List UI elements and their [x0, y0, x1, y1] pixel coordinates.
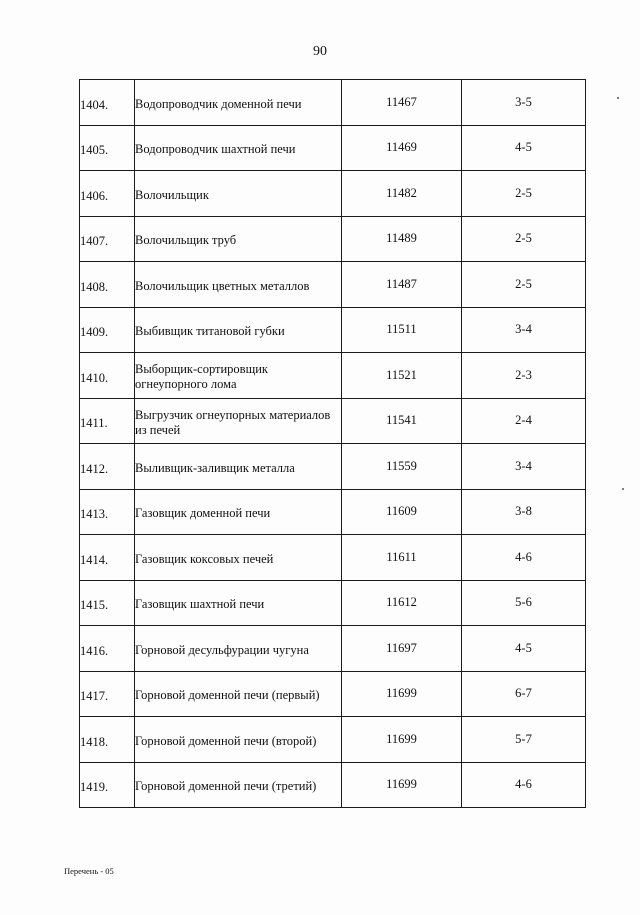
- profession-name-cell: [135, 171, 342, 217]
- table-row: [80, 80, 586, 126]
- row-number: 1416.: [80, 643, 109, 658]
- table-row: [80, 171, 586, 217]
- row-number-cell: [80, 671, 135, 717]
- profession-name-cell: [135, 125, 342, 171]
- row-number-cell: [80, 307, 135, 353]
- grade-range: 3-4: [515, 458, 532, 473]
- profession-name: Газовщик шахтной печи: [135, 597, 265, 612]
- row-number-cell: [80, 535, 135, 581]
- row-number: 1404.: [80, 97, 109, 112]
- profession-name: Горновой десульфурации чугуна: [135, 642, 309, 657]
- table-row: [80, 535, 586, 581]
- profession-code: 11699: [386, 731, 417, 746]
- profession-code: 11541: [386, 413, 417, 428]
- profession-code-cell: [342, 398, 462, 444]
- profession-name: Горновой доменной печи (третий): [135, 779, 317, 794]
- grade-range-cell: [462, 80, 586, 126]
- row-number: 1415.: [80, 598, 109, 613]
- profession-name-cell: [135, 671, 342, 717]
- profession-name-cell: [135, 444, 342, 490]
- profession-name: Горновой доменной печи (первый): [135, 688, 320, 703]
- profession-name: Волочильщик: [135, 187, 209, 202]
- row-number-cell: [80, 125, 135, 171]
- profession-code: 11487: [386, 276, 417, 291]
- grade-range: 6-7: [515, 686, 532, 701]
- grade-range-cell: [462, 125, 586, 171]
- profession-name-cell: [135, 80, 342, 126]
- profession-name-cell: [135, 580, 342, 626]
- row-number: 1406.: [80, 188, 109, 203]
- profession-code: 11611: [386, 549, 417, 564]
- grade-range-cell: [462, 216, 586, 262]
- profession-code: 11511: [386, 322, 417, 337]
- profession-code-cell: [342, 353, 462, 399]
- grade-range: 2-5: [515, 231, 532, 246]
- profession-name: Выбивщик титановой губки: [135, 324, 285, 339]
- footer-label: Перечень - 05: [64, 866, 114, 876]
- profession-name-cell: [135, 489, 342, 535]
- profession-code-cell: [342, 216, 462, 262]
- profession-name-cell: [135, 398, 342, 444]
- table-row: [80, 626, 586, 672]
- profession-code: 11609: [386, 504, 417, 519]
- grade-range: 4-5: [515, 140, 532, 155]
- table-row: [80, 762, 586, 808]
- grade-range: 4-5: [515, 640, 532, 655]
- grade-range-cell: [462, 353, 586, 399]
- row-number: 1418.: [80, 734, 109, 749]
- profession-name-cell: [135, 626, 342, 672]
- profession-code-cell: [342, 762, 462, 808]
- grade-range-cell: [462, 262, 586, 308]
- row-number: 1419.: [80, 780, 109, 795]
- profession-name: Водопроводчик шахтной печи: [135, 142, 296, 157]
- profession-code: 11699: [386, 777, 417, 792]
- grade-range-cell: [462, 762, 586, 808]
- profession-code-cell: [342, 489, 462, 535]
- profession-code-cell: [342, 535, 462, 581]
- profession-code-cell: [342, 262, 462, 308]
- profession-code-cell: [342, 307, 462, 353]
- row-number: 1408.: [80, 279, 109, 294]
- grade-range-cell: [462, 171, 586, 217]
- row-number: 1411.: [80, 416, 108, 431]
- table-row: [80, 216, 586, 262]
- grade-range-cell: [462, 535, 586, 581]
- row-number-cell: [80, 171, 135, 217]
- row-number: 1410.: [80, 370, 109, 385]
- grade-range-cell: [462, 307, 586, 353]
- table-row: [80, 444, 586, 490]
- profession-code-cell: [342, 671, 462, 717]
- profession-name: Выборщик-сортировщик огнеупорного лома: [135, 362, 268, 392]
- grade-range: 2-4: [515, 413, 532, 428]
- profession-name-cell: [135, 307, 342, 353]
- row-number-cell: [80, 444, 135, 490]
- row-number: 1417.: [80, 689, 109, 704]
- grade-range-cell: [462, 717, 586, 763]
- grade-range-cell: [462, 444, 586, 490]
- profession-name-cell: [135, 717, 342, 763]
- profession-code: 11482: [386, 185, 417, 200]
- profession-code-cell: [342, 171, 462, 217]
- row-number: 1414.: [80, 552, 109, 567]
- grade-range-cell: [462, 671, 586, 717]
- row-number-cell: [80, 353, 135, 399]
- scan-speck: [617, 97, 619, 99]
- table-row: [80, 353, 586, 399]
- grade-range: 5-7: [515, 731, 532, 746]
- grade-range-cell: [462, 489, 586, 535]
- scan-speck: [622, 488, 624, 490]
- grade-range: 2-3: [515, 367, 532, 382]
- profession-name-cell: [135, 262, 342, 308]
- profession-name: Волочильщик цветных металлов: [135, 278, 310, 293]
- table-row: [80, 489, 586, 535]
- professions-table: [79, 79, 586, 808]
- row-number: 1407.: [80, 234, 109, 249]
- table-row: [80, 717, 586, 763]
- profession-code: 11697: [386, 640, 417, 655]
- row-number-cell: [80, 80, 135, 126]
- table-row: [80, 307, 586, 353]
- profession-name-cell: [135, 353, 342, 399]
- grade-range: 4-6: [515, 777, 532, 792]
- profession-code: 11521: [386, 367, 417, 382]
- table-row: [80, 671, 586, 717]
- row-number-cell: [80, 216, 135, 262]
- grade-range-cell: [462, 626, 586, 672]
- grade-range: 3-5: [515, 94, 532, 109]
- profession-code-cell: [342, 444, 462, 490]
- profession-code-cell: [342, 580, 462, 626]
- grade-range-cell: [462, 580, 586, 626]
- profession-code: 11467: [386, 94, 417, 109]
- row-number-cell: [80, 580, 135, 626]
- row-number: 1413.: [80, 507, 109, 522]
- profession-code-cell: [342, 717, 462, 763]
- profession-name-cell: [135, 535, 342, 581]
- table-row: [80, 262, 586, 308]
- profession-name: Газовщик коксовых печей: [135, 551, 274, 566]
- row-number-cell: [80, 626, 135, 672]
- row-number-cell: [80, 717, 135, 763]
- profession-name-cell: [135, 216, 342, 262]
- profession-name: Выгрузчик огнеупорных материалов из печей: [135, 407, 331, 437]
- profession-name: Выливщик-заливщик металла: [135, 460, 295, 475]
- profession-code-cell: [342, 80, 462, 126]
- row-number-cell: [80, 262, 135, 308]
- profession-name: Волочильщик труб: [135, 233, 237, 248]
- profession-name: Горновой доменной печи (второй): [135, 733, 317, 748]
- profession-name: Водопроводчик доменной печи: [135, 96, 302, 111]
- profession-code: 11699: [386, 686, 417, 701]
- grade-range: 2-5: [515, 185, 532, 200]
- profession-name: Газовщик доменной печи: [135, 506, 271, 521]
- row-number-cell: [80, 762, 135, 808]
- profession-name-cell: [135, 762, 342, 808]
- row-number: 1409.: [80, 325, 109, 340]
- table-row: [80, 580, 586, 626]
- page-number: 90: [313, 44, 327, 59]
- table-row: [80, 125, 586, 171]
- grade-range: 2-5: [515, 276, 532, 291]
- profession-code: 11612: [386, 595, 417, 610]
- profession-code: 11489: [386, 231, 417, 246]
- row-number: 1405.: [80, 143, 109, 158]
- grade-range-cell: [462, 398, 586, 444]
- row-number-cell: [80, 398, 135, 444]
- profession-code-cell: [342, 626, 462, 672]
- profession-code-cell: [342, 125, 462, 171]
- profession-code: 11469: [386, 140, 417, 155]
- grade-range: 5-6: [515, 595, 532, 610]
- grade-range: 3-4: [515, 322, 532, 337]
- profession-code: 11559: [386, 458, 417, 473]
- row-number: 1412.: [80, 461, 109, 476]
- table-row: [80, 398, 586, 444]
- row-number-cell: [80, 489, 135, 535]
- grade-range: 4-6: [515, 549, 532, 564]
- grade-range: 3-8: [515, 504, 532, 519]
